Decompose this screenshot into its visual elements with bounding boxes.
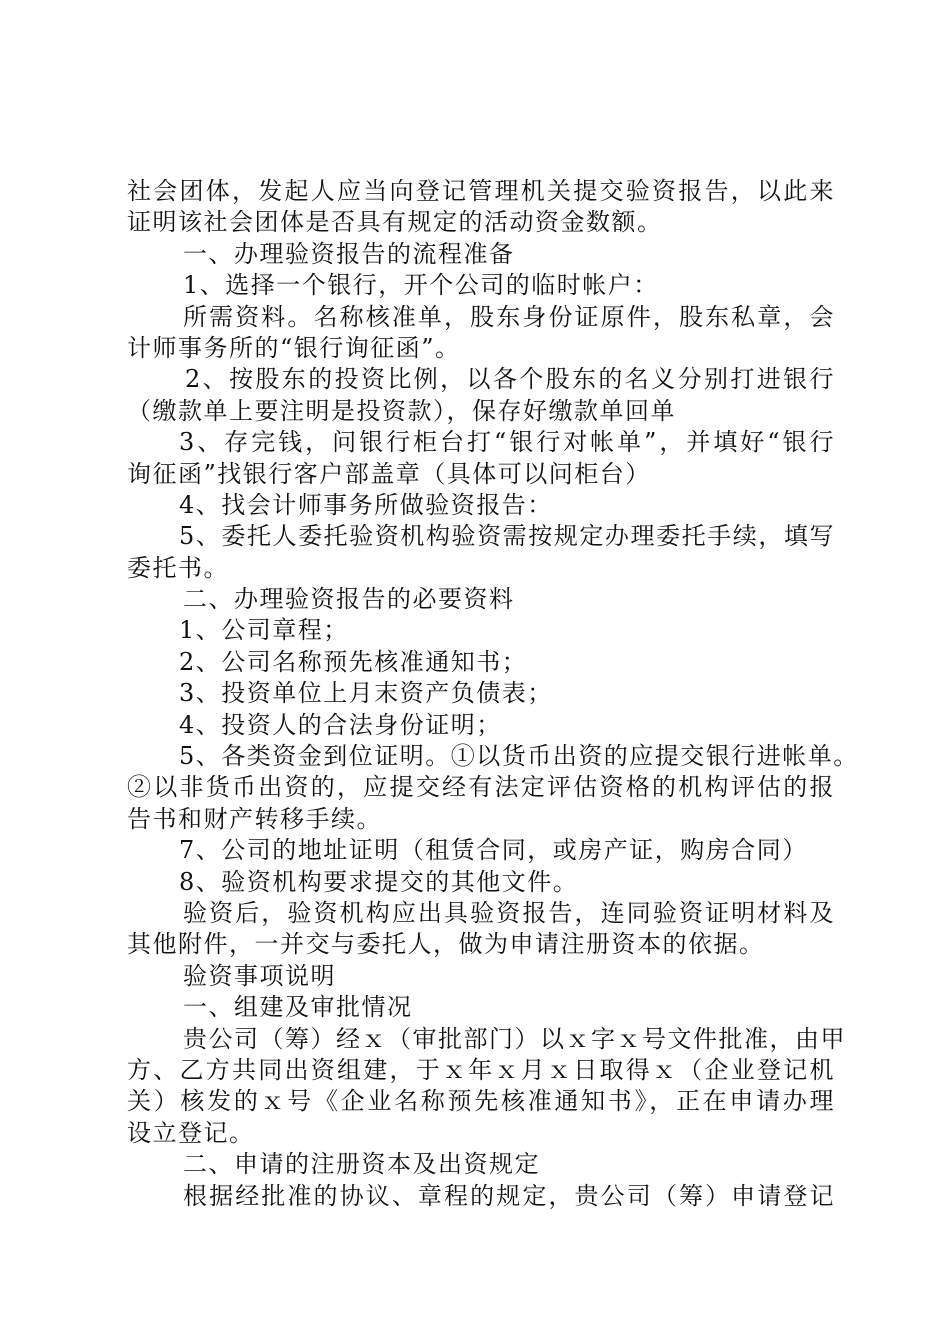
section-heading: 一、组建及审批情况 — [183, 993, 413, 1022]
list-item: 1、选择一个银行，开个公司的临时帐户： — [183, 271, 659, 300]
list-item: 5、委托人委托验资机构验资需按规定办理委托手续，填写 — [179, 522, 835, 551]
paragraph-line: 设立登记。 — [127, 1118, 255, 1147]
list-item: 5、各类资金到位证明。①以货币出资的应提交银行进帐单。 — [179, 742, 859, 771]
list-item: 3、存完钱，问银行柜台打“银行对帐单”，并填好“银行 — [179, 428, 835, 457]
list-item: 8、验资机构要求提交的其他文件。 — [179, 867, 579, 896]
paragraph-line: ②以非货币出资的，应提交经有法定评估资格的机构评估的报 — [127, 773, 835, 802]
paragraph-line: 验资后，验资机构应出具验资报告，连同验资证明材料及 — [183, 898, 835, 927]
paragraph-line: 贵公司（筹）经ｘ（审批部门）以ｘ字ｘ号文件批准，由甲 — [183, 1024, 846, 1053]
paragraph-line: 计师事务所的“银行询征函”。 — [127, 333, 461, 362]
paragraph-line: 所需资料。名称核准单，股东身份证原件，股东私章，会 — [183, 302, 835, 331]
list-item: 4、投资人的合法身份证明； — [179, 710, 502, 739]
section-heading: 二、申请的注册资本及出资规定 — [183, 1150, 540, 1179]
section-heading: 验资事项说明 — [183, 961, 336, 990]
list-item: 2、按股东的投资比例，以各个股东的名义分别打进银行 — [185, 365, 835, 394]
list-item: 4、找会计师事务所做验资报告： — [179, 490, 553, 519]
paragraph-line: 告书和财产转移手续。 — [127, 804, 382, 833]
paragraph-line: （缴款单上要注明是投资款），保存好缴款单回单 — [127, 396, 676, 425]
paragraph-line: 关）核发的ｘ号《企业名称预先核准通知书》，正在申请办理 — [127, 1087, 835, 1116]
paragraph-line: 方、乙方共同出资组建，于ｘ年ｘ月ｘ日取得ｘ（企业登记机 — [127, 1055, 835, 1084]
list-item: 1、公司章程； — [179, 616, 349, 645]
list-item: 7、公司的地址证明（租赁合同，或房产证，购房合同） — [179, 836, 808, 865]
section-heading: 二、办理验资报告的必要资料 — [183, 585, 515, 614]
paragraph-line: 委托书。 — [127, 553, 229, 582]
paragraph-line: 其他附件，一并交与委托人，做为申请注册资本的依据。 — [127, 930, 765, 959]
paragraph-line: 社会团体，发起人应当向登记管理机关提交验资报告，以此来 — [127, 177, 835, 205]
section-heading: 一、办理验资报告的流程准备 — [183, 239, 515, 268]
paragraph-line: 证明该社会团体是否具有规定的活动资金数额。 — [127, 208, 663, 237]
document-body — [127, 176, 859, 1212]
list-item: 3、投资单位上月末资产负债表； — [179, 679, 553, 708]
paragraph-line: 根据经批准的协议、章程的规定，贵公司（筹）申请登记 — [183, 1181, 835, 1210]
paragraph-line: 询征函”找银行客户部盖章（具体可以问柜台） — [127, 459, 651, 488]
list-item: 2、公司名称预先核准通知书； — [179, 647, 528, 676]
